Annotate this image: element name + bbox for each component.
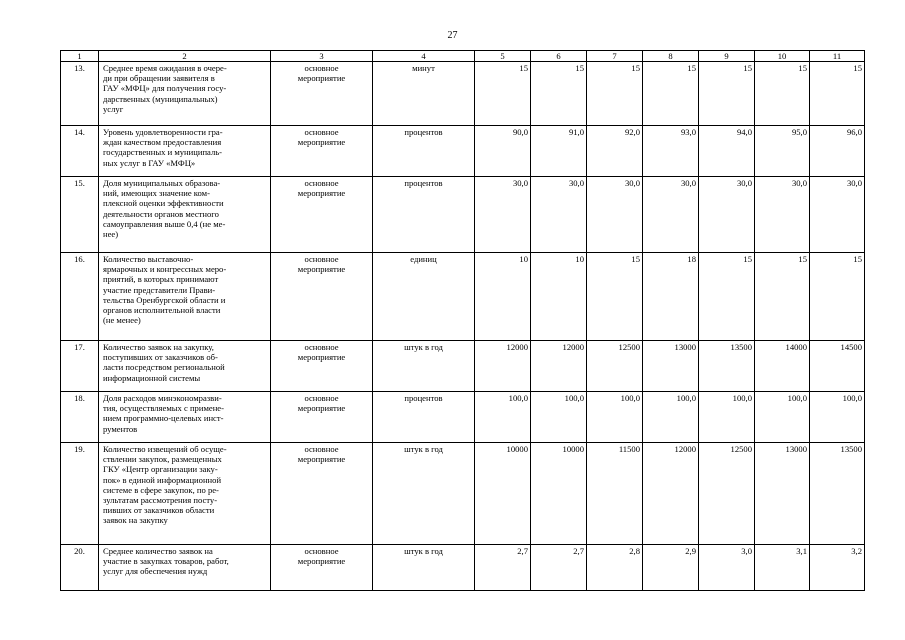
value-cell: 100,0 — [755, 392, 810, 443]
value-cell: 15 — [643, 62, 699, 126]
value-cell: 3,1 — [755, 545, 810, 591]
value-cell: 30,0 — [755, 177, 810, 253]
indicator-name-cell: Доля муниципальных образова- ний, имеющих значение ком- плексной оценки эффективности деятельности органов местного самоуправления выше 0,4 (не ме- нее) — [99, 177, 271, 253]
value-cell: 30,0 — [587, 177, 643, 253]
table-row — [61, 545, 865, 591]
column-header: 11 — [810, 51, 865, 62]
measure-type-cell: основное мероприятие — [271, 392, 373, 443]
value-cell: 15 — [755, 253, 810, 341]
value-cell: 96,0 — [810, 126, 865, 177]
value-cell: 10 — [531, 253, 587, 341]
value-cell: 10000 — [475, 443, 531, 545]
column-number-row — [61, 51, 865, 62]
value-cell: 15 — [810, 62, 865, 126]
value-cell: 10000 — [531, 443, 587, 545]
row-number-cell: 18. — [61, 392, 99, 443]
column-header: 7 — [587, 51, 643, 62]
indicator-name-cell: Количество извещений об осуще- ствлении закупок, размещенных ГКУ «Центр организации заку- пок» в единой информационной системе в сфере закупок, по ре- зультатам рассмотрения посту- пивших от заказчиков области заявок на закупку — [99, 443, 271, 545]
table-row — [61, 177, 865, 253]
measure-type-cell: основное мероприятие — [271, 443, 373, 545]
measure-type-cell: основное мероприятие — [271, 341, 373, 392]
measure-type-cell: основное мероприятие — [271, 545, 373, 591]
value-cell: 100,0 — [531, 392, 587, 443]
column-header: 1 — [61, 51, 99, 62]
value-cell: 13500 — [810, 443, 865, 545]
column-header: 9 — [699, 51, 755, 62]
value-cell: 18 — [643, 253, 699, 341]
value-cell: 94,0 — [699, 126, 755, 177]
value-cell: 2,8 — [587, 545, 643, 591]
row-number-cell: 13. — [61, 62, 99, 126]
value-cell: 2,9 — [643, 545, 699, 591]
unit-cell: штук в год — [373, 341, 475, 392]
value-cell: 13000 — [643, 341, 699, 392]
unit-cell: процентов — [373, 177, 475, 253]
value-cell: 15 — [475, 62, 531, 126]
value-cell: 12000 — [531, 341, 587, 392]
value-cell: 3,0 — [699, 545, 755, 591]
indicator-name-cell: Количество выставочно- ярмарочных и конгрессных меро- приятий, в которых принимают участие представители Прави- тельства Оренбургской области и органов исполнительной власти (не менее) — [99, 253, 271, 341]
value-cell: 12500 — [699, 443, 755, 545]
value-cell: 30,0 — [475, 177, 531, 253]
value-cell: 15 — [755, 62, 810, 126]
value-cell: 12000 — [475, 341, 531, 392]
row-number-cell: 16. — [61, 253, 99, 341]
value-cell: 15 — [699, 253, 755, 341]
value-cell: 13500 — [699, 341, 755, 392]
value-cell: 30,0 — [699, 177, 755, 253]
value-cell: 15 — [531, 62, 587, 126]
value-cell: 100,0 — [643, 392, 699, 443]
indicator-name-cell: Количество заявок на закупку, поступивших от заказчиков об- ласти посредством региональной информационной системы — [99, 341, 271, 392]
value-cell: 30,0 — [531, 177, 587, 253]
value-cell: 30,0 — [810, 177, 865, 253]
value-cell: 92,0 — [587, 126, 643, 177]
value-cell: 15 — [810, 253, 865, 341]
unit-cell: минут — [373, 62, 475, 126]
value-cell: 15 — [587, 253, 643, 341]
value-cell: 15 — [587, 62, 643, 126]
value-cell: 93,0 — [643, 126, 699, 177]
value-cell: 100,0 — [699, 392, 755, 443]
table-row — [61, 126, 865, 177]
column-header: 10 — [755, 51, 810, 62]
value-cell: 12500 — [587, 341, 643, 392]
value-cell: 2,7 — [475, 545, 531, 591]
column-header: 6 — [531, 51, 587, 62]
value-cell: 15 — [699, 62, 755, 126]
row-number-cell: 14. — [61, 126, 99, 177]
value-cell: 100,0 — [587, 392, 643, 443]
table-row — [61, 341, 865, 392]
indicator-name-cell: Среднее время ожидания в очере- ди при обращении заявителя в ГАУ «МФЦ» для получения госу- дарственных (муниципальных) услуг — [99, 62, 271, 126]
column-header: 5 — [475, 51, 531, 62]
value-cell: 95,0 — [755, 126, 810, 177]
measure-type-cell: основное мероприятие — [271, 62, 373, 126]
row-number-cell: 15. — [61, 177, 99, 253]
column-header: 4 — [373, 51, 475, 62]
unit-cell: процентов — [373, 126, 475, 177]
column-header: 2 — [99, 51, 271, 62]
value-cell: 91,0 — [531, 126, 587, 177]
indicator-name-cell: Доля расходов минэкономразви- тия, осуществляемых с примене- нием программно-целевых инст- рументов — [99, 392, 271, 443]
value-cell: 3,2 — [810, 545, 865, 591]
row-number-cell: 19. — [61, 443, 99, 545]
indicator-name-cell: Среднее количество заявок на участие в закупках товаров, работ, услуг для обеспечения нужд — [99, 545, 271, 591]
measure-type-cell: основное мероприятие — [271, 126, 373, 177]
measure-type-cell: основное мероприятие — [271, 177, 373, 253]
table-body — [61, 62, 865, 591]
column-header: 8 — [643, 51, 699, 62]
row-number-cell: 20. — [61, 545, 99, 591]
value-cell: 2,7 — [531, 545, 587, 591]
table-row — [61, 443, 865, 545]
table-row — [61, 392, 865, 443]
value-cell: 12000 — [643, 443, 699, 545]
measure-type-cell: основное мероприятие — [271, 253, 373, 341]
value-cell: 100,0 — [810, 392, 865, 443]
value-cell: 100,0 — [475, 392, 531, 443]
value-cell: 90,0 — [475, 126, 531, 177]
table-row — [61, 62, 865, 126]
unit-cell: процентов — [373, 392, 475, 443]
page-number: 27 — [447, 30, 458, 41]
value-cell: 13000 — [755, 443, 810, 545]
indicators-table — [60, 50, 865, 591]
unit-cell: единиц — [373, 253, 475, 341]
indicator-name-cell: Уровень удовлетворенности гра- ждан качеством предоставления государственных и муниципаль- ных услуг в ГАУ «МФЦ» — [99, 126, 271, 177]
value-cell: 10 — [475, 253, 531, 341]
value-cell: 11500 — [587, 443, 643, 545]
column-header: 3 — [271, 51, 373, 62]
row-number-cell: 17. — [61, 341, 99, 392]
value-cell: 14500 — [810, 341, 865, 392]
unit-cell: штук в год — [373, 443, 475, 545]
value-cell: 30,0 — [643, 177, 699, 253]
unit-cell: штук в год — [373, 545, 475, 591]
value-cell: 14000 — [755, 341, 810, 392]
table-row — [61, 253, 865, 341]
